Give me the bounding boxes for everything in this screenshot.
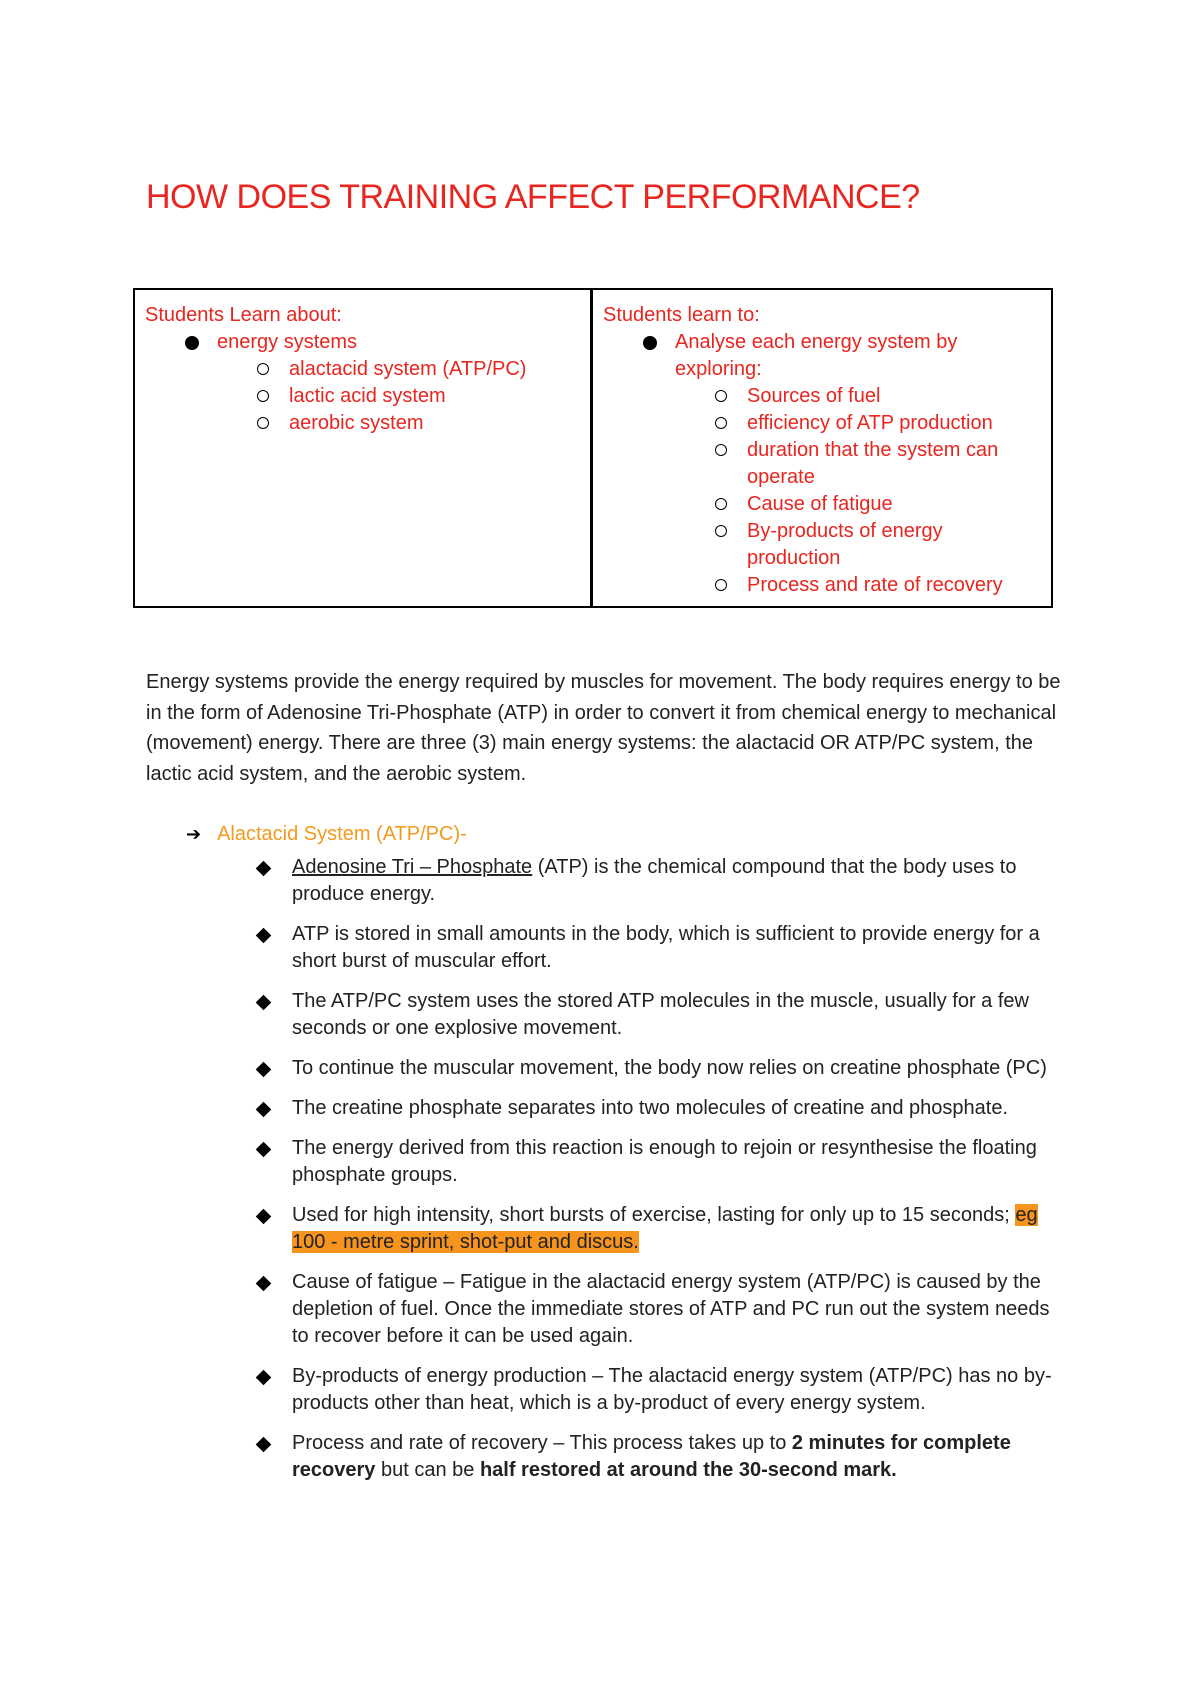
diamond-bullet-icon bbox=[256, 1437, 272, 1453]
list-item-text: but can be bbox=[375, 1459, 480, 1481]
list-item bbox=[256, 988, 1056, 1042]
diamond-bullet-icon bbox=[256, 1102, 272, 1118]
bold-text: 2 minutes for complete recovery bbox=[292, 1432, 1011, 1481]
list-item bbox=[256, 1430, 1056, 1484]
sub-list-item-label: Sources of fuel bbox=[747, 385, 881, 407]
circle-bullet-icon bbox=[715, 417, 727, 429]
sub-list-item bbox=[145, 383, 580, 410]
sub-list bbox=[675, 383, 1041, 599]
sub-list-item bbox=[603, 518, 1041, 572]
list-item bbox=[256, 1269, 1056, 1350]
sub-list-item bbox=[145, 410, 580, 437]
list-item-text: Process and rate of recovery – This process takes up to bbox=[292, 1432, 792, 1454]
circle-bullet-icon bbox=[257, 417, 269, 429]
list-item-label: Analyse each energy system by exploring: bbox=[675, 331, 958, 380]
circle-bullet-icon bbox=[257, 390, 269, 402]
learn-to-column bbox=[593, 290, 1051, 606]
circle-bullet-icon bbox=[257, 363, 269, 375]
list-item bbox=[256, 1095, 1056, 1122]
learn-to-heading: Students learn to: bbox=[603, 304, 760, 326]
circle-bullet-icon bbox=[715, 525, 727, 537]
learn-to-list bbox=[603, 329, 1041, 599]
list-item-text: (ATP) is the chemical compound that the body uses to produce energy. bbox=[292, 856, 1017, 905]
learn-about-heading: Students Learn about: bbox=[145, 304, 342, 326]
list-item bbox=[256, 1202, 1056, 1256]
diamond-bullet-icon bbox=[256, 1142, 272, 1158]
circle-bullet-icon bbox=[715, 498, 727, 510]
page-title: HOW DOES TRAINING AFFECT PERFORMANCE? bbox=[146, 178, 920, 216]
sub-list bbox=[217, 356, 580, 437]
list-item-text: The creatine phosphate separates into two molecules of creatine and phosphate. bbox=[292, 1097, 1009, 1119]
sub-list-item-label: efficiency of ATP production bbox=[747, 412, 993, 434]
alactacid-points-list bbox=[256, 854, 1056, 1497]
sub-list-item-label: By-products of energy production bbox=[747, 520, 943, 569]
sub-list-item bbox=[603, 491, 1041, 518]
list-item-text: The energy derived from this reaction is enough to rejoin or resynthesise the floating phosphate groups. bbox=[292, 1137, 1037, 1186]
diamond-bullet-icon bbox=[256, 861, 272, 877]
sub-list-item-label: duration that the system can operate bbox=[747, 439, 999, 488]
section-heading bbox=[186, 823, 467, 846]
atp-term: Adenosine Tri – Phosphate bbox=[292, 856, 533, 878]
list-item bbox=[256, 854, 1056, 908]
bold-text: half restored at around the 30-second mark. bbox=[479, 1459, 897, 1481]
list-item bbox=[256, 1135, 1056, 1189]
list-item bbox=[256, 921, 1056, 975]
diamond-bullet-icon bbox=[256, 1276, 272, 1292]
list-item bbox=[145, 329, 580, 437]
diamond-bullet-icon bbox=[256, 1209, 272, 1225]
list-item-text: Used for high intensity, short bursts of exercise, lasting for only up to 15 seconds; bbox=[292, 1204, 1016, 1226]
diamond-bullet-icon bbox=[256, 995, 272, 1011]
circle-bullet-icon bbox=[715, 444, 727, 456]
sub-list-item bbox=[603, 437, 1041, 491]
list-item-text: ATP is stored in small amounts in the body, which is sufficient to provide energy for a short burst of muscular effort. bbox=[292, 923, 1040, 972]
bullet-icon bbox=[643, 336, 657, 350]
list-item-text: Cause of fatigue – Fatigue in the alactacid energy system (ATP/PC) is caused by the depletion of fuel. Once the immediate stores of ATP and PC run out the system needs to recover before it can be used again. bbox=[292, 1271, 1050, 1347]
arrow-icon: ➔ bbox=[186, 824, 202, 844]
diamond-bullet-icon bbox=[256, 1062, 272, 1078]
sub-list-item bbox=[145, 356, 580, 383]
list-item bbox=[603, 329, 1041, 599]
sub-list-item-label: lactic acid system bbox=[289, 385, 446, 407]
circle-bullet-icon bbox=[715, 390, 727, 402]
outcomes-table bbox=[133, 288, 1053, 608]
list-item-text: By-products of energy production – The alactacid energy system (ATP/PC) has no by-products other than heat, which is a by-product of every energy system. bbox=[292, 1365, 1052, 1414]
learn-about-list bbox=[145, 329, 580, 437]
learn-about-column bbox=[135, 290, 593, 606]
sub-list-item-label: Cause of fatigue bbox=[747, 493, 893, 515]
list-item-label: energy systems bbox=[217, 331, 358, 353]
list-item bbox=[256, 1055, 1056, 1082]
intro-paragraph: Energy systems provide the energy required by muscles for movement. The body requires energy to be in the form of Adenosine Tri-Phosphate (ATP) in order to convert it from chemical energy to mechanical (movement) energy. There are three (3) main energy systems: the alactacid OR ATP/PC system, the lactic acid system, and the aerobic system. bbox=[146, 671, 1061, 785]
sub-list-item bbox=[603, 572, 1041, 599]
section-heading-label: Alactacid System (ATP/PC)- bbox=[217, 823, 467, 845]
list-item bbox=[256, 1363, 1056, 1417]
diamond-bullet-icon bbox=[256, 1370, 272, 1386]
circle-bullet-icon bbox=[715, 579, 727, 591]
sub-list-item bbox=[603, 383, 1041, 410]
sub-list-item-label: aerobic system bbox=[289, 412, 424, 434]
sub-list-item bbox=[603, 410, 1041, 437]
sub-list-item-label: Process and rate of recovery bbox=[747, 574, 1003, 596]
bullet-icon bbox=[185, 336, 199, 350]
list-item-text: To continue the muscular movement, the body now relies on creatine phosphate (PC) bbox=[292, 1057, 1047, 1079]
list-item-text: The ATP/PC system uses the stored ATP molecules in the muscle, usually for a few seconds or one explosive movement. bbox=[292, 990, 1029, 1039]
highlighted-examples: eg 100 - metre sprint, shot-put and discus. bbox=[292, 1204, 1038, 1253]
diamond-bullet-icon bbox=[256, 928, 272, 944]
sub-list-item-label: alactacid system (ATP/PC) bbox=[289, 358, 527, 380]
